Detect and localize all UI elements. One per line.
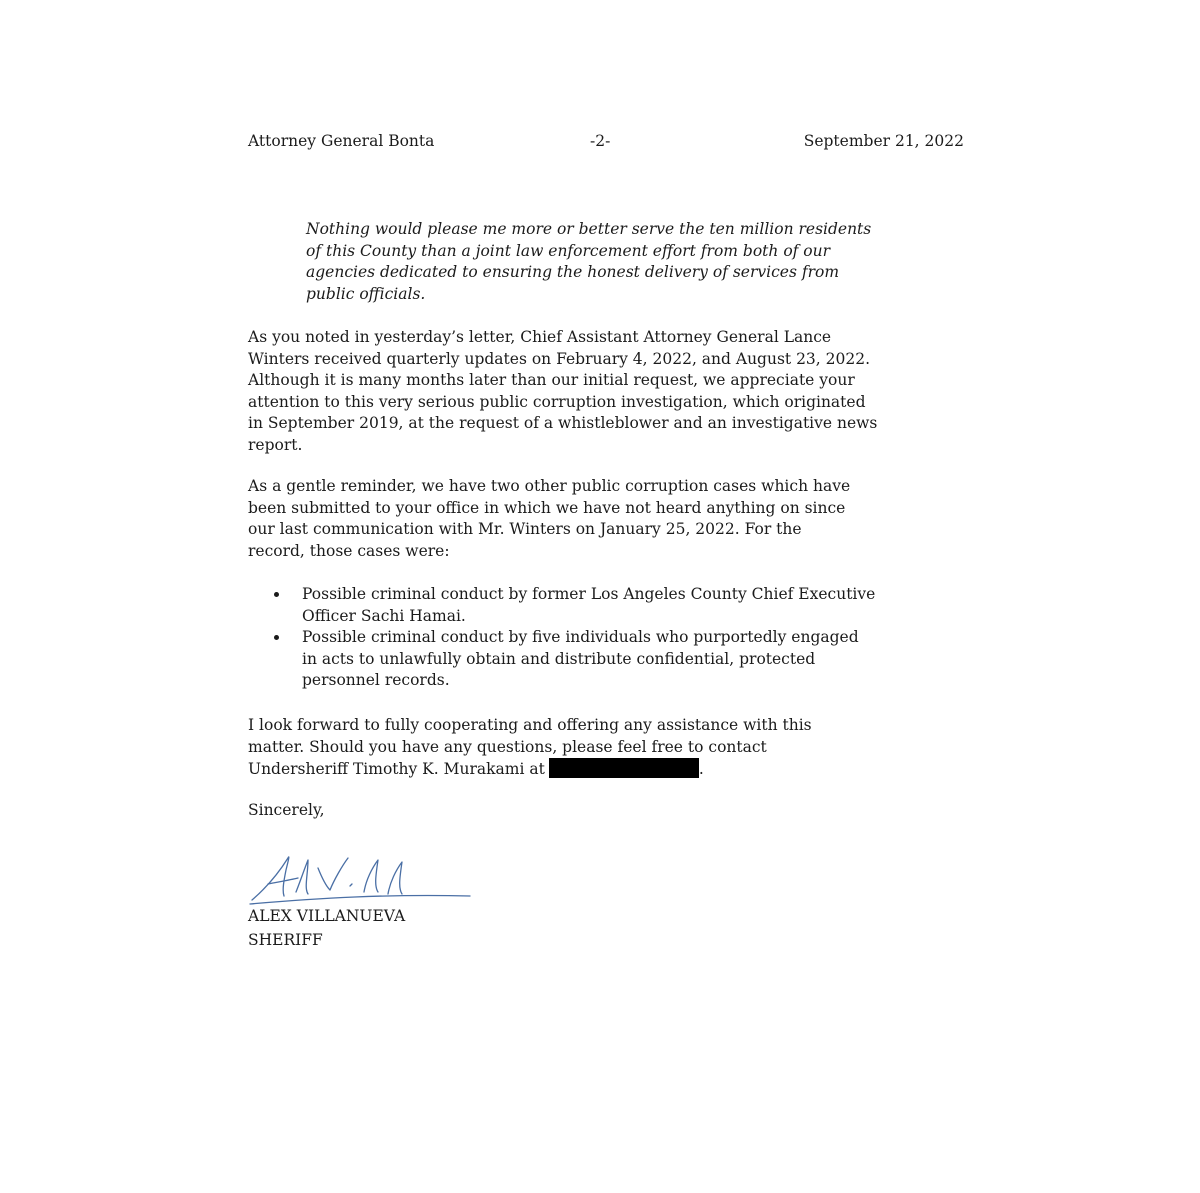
header-date: September 21, 2022 (803, 132, 964, 150)
paragraph-line (248, 758, 812, 781)
quote-line: of this County than a joint law enforcement effort from both of our (306, 241, 831, 260)
quote-line: Nothing would please me more or better serve the ten million residents (306, 220, 872, 238)
list-item (272, 627, 875, 692)
signature-stroke (250, 895, 470, 904)
signature-stroke (350, 884, 352, 886)
paragraph-closing-remarks (248, 715, 812, 781)
list-item-line: Possible criminal conduct by five individuals who purportedly engaged (302, 628, 859, 647)
bullet-icon (274, 635, 279, 640)
quote-line: public officials. (306, 284, 426, 303)
list-item-line: personnel records. (302, 671, 450, 690)
paragraph-line: record, those cases were: (248, 541, 450, 560)
list-item-line: in acts to unlawfully obtain and distribute confidential, protected (302, 649, 816, 668)
list-item-line: Officer Sachi Hamai. (302, 606, 466, 625)
header-page-number: -2- (590, 132, 611, 150)
signatory-name: ALEX VILLANUEVA (248, 907, 406, 925)
paragraph-line: in September 2019, at the request of a whistleblower and an investigative news (248, 414, 878, 433)
paragraph-line: As you noted in yesterday’s letter, Chief Assistant Attorney General Lance (248, 328, 832, 346)
signature-stroke (318, 858, 348, 890)
contact-text: Undersheriff Timothy K. Murakami at (248, 760, 545, 779)
paragraph-line: I look forward to fully cooperating and offering any assistance with this (248, 716, 812, 734)
case-list (272, 584, 875, 692)
signature-stroke (388, 862, 402, 894)
list-item (272, 584, 875, 627)
paragraph-line: been submitted to your office in which we have not heard anything on since (248, 498, 846, 517)
paragraph-line: Winters received quarterly updates on February 4, 2022, and August 23, 2022. (248, 349, 871, 368)
paragraph-line: attention to this very serious public corruption investigation, which originated (248, 392, 866, 411)
signature-stroke (364, 860, 378, 892)
bullet-icon (274, 592, 279, 597)
paragraph-reminder (248, 476, 850, 562)
paragraph-line: As a gentle reminder, we have two other public corruption cases which have (248, 477, 851, 495)
signature-stroke (296, 860, 308, 894)
signature-stroke (252, 857, 289, 900)
list-item-line: Possible criminal conduct by former Los Angeles County Chief Executive (302, 585, 876, 603)
paragraph-line: matter. Should you have any questions, please feel free to contact (248, 737, 767, 756)
paragraph-line: our last communication with Mr. Winters on January 25, 2022. For the (248, 520, 802, 539)
closing-salutation: Sincerely, (248, 801, 325, 819)
paragraph-quarterly-updates (248, 327, 877, 457)
paragraph-line: Although it is many months later than our initial request, we appreciate your (248, 371, 855, 390)
signatory-title: SHERIFF (248, 931, 323, 949)
paragraph-line: report. (248, 435, 303, 454)
quote-line: agencies dedicated to ensuring the honest delivery of services from (306, 263, 840, 282)
block-quote (306, 219, 871, 305)
contact-period: . (698, 760, 704, 779)
redaction-bar (549, 758, 699, 778)
header-addressee: Attorney General Bonta (248, 132, 435, 150)
